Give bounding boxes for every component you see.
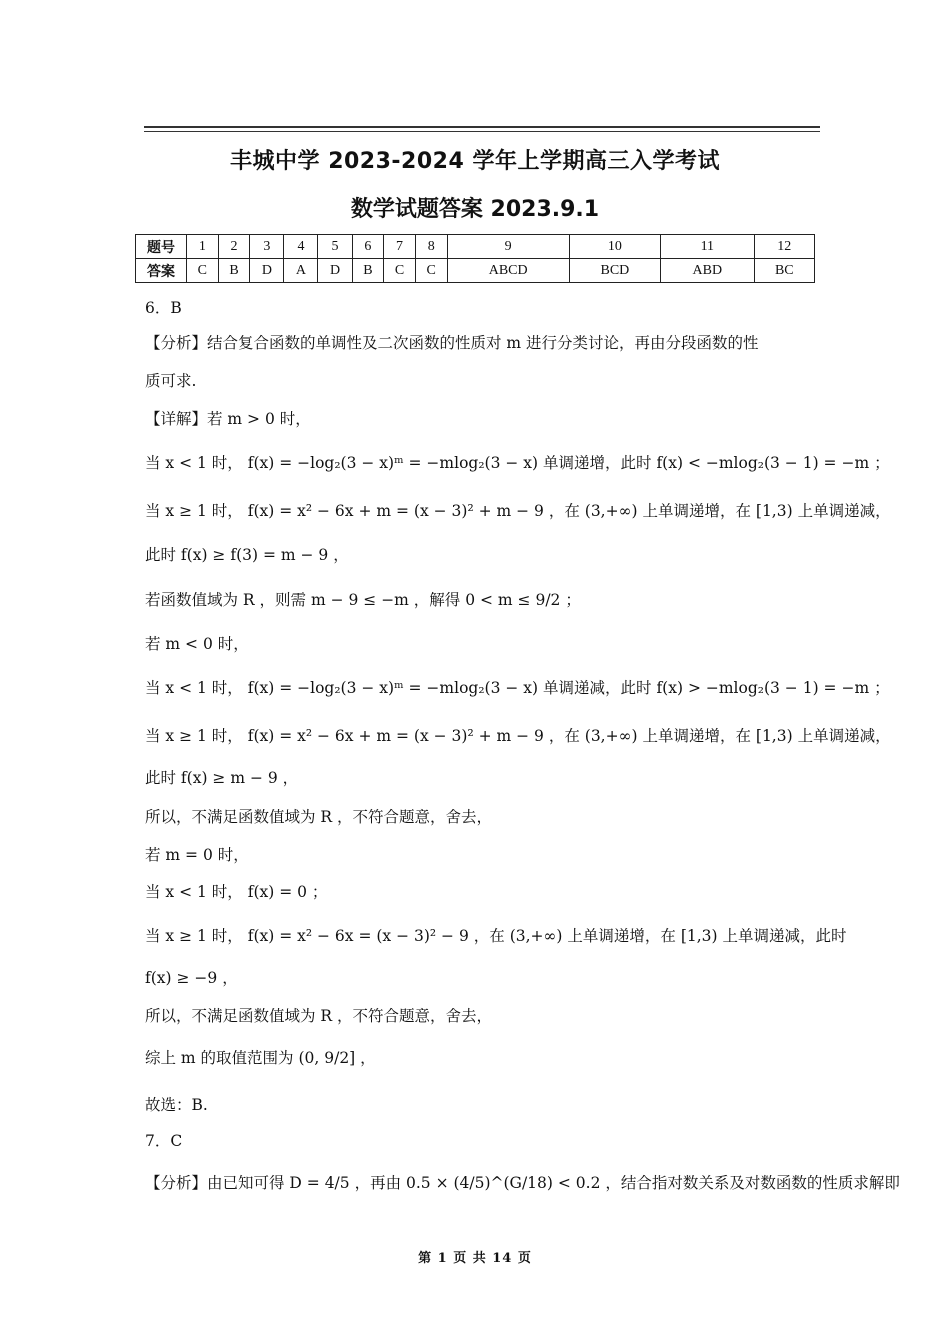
question-number: 4	[284, 235, 318, 259]
solution-line: 当 x < 1 时， f(x) = −log₂(3 − x)ᵐ = −mlog₂(3 − x) 单调递增，此时 f(x) < −mlog₂(3 − 1) = −m ；	[145, 454, 890, 472]
answer-cell: C	[415, 259, 447, 283]
solution-line: 所以，不满足函数值域为 R ，不符合题意，舍去，	[145, 1007, 493, 1025]
answer-cell: C	[384, 259, 416, 283]
question-number: 3	[250, 235, 284, 259]
answer-cell: ABD	[661, 259, 755, 283]
solution-line: 若 m = 0 时，	[145, 846, 249, 864]
solution-line: f(x) ≥ −9 ，	[145, 969, 238, 987]
detail-line: 【详解】若 m > 0 时，	[145, 410, 311, 428]
solution-line: 此时 f(x) ≥ f(3) = m − 9 ，	[145, 546, 349, 564]
question-number: 9	[447, 235, 569, 259]
solution-line: 当 x ≥ 1 时， f(x) = x² − 6x + m = (x − 3)² + m − 9 ，在 (3,+∞) 上单调递增，在 [1,3) 上单调递减，	[145, 502, 891, 520]
analysis-line: 【分析】由已知可得 D = 4/5 ，再由 0.5 × (4/5)^(G/18) < 0.2 ，结合指对数关系及对数函数的性质求解即	[145, 1174, 900, 1192]
answer-cell: ABCD	[447, 259, 569, 283]
question-number: 6	[352, 235, 384, 259]
solution-line: 当 x ≥ 1 时， f(x) = x² − 6x + m = (x − 3)² + m − 9 ，在 (3,+∞) 上单调递增，在 [1,3) 上单调递减，	[145, 727, 891, 745]
page-footer: 第 1 页 共 14 页	[418, 1251, 532, 1266]
answer-table	[135, 234, 815, 283]
answer-cell: A	[284, 259, 318, 283]
solution-line: 当 x ≥ 1 时， f(x) = x² − 6x = (x − 3)² − 9 ，在 (3,+∞) 上单调递增，在 [1,3) 上单调递减，此时	[145, 927, 847, 945]
question-number: 5	[318, 235, 352, 259]
question-number: 11	[661, 235, 755, 259]
question-number-row	[136, 235, 815, 259]
solution-line: 当 x < 1 时， f(x) = −log₂(3 − x)ᵐ = −mlog₂(3 − x) 单调递减，此时 f(x) > −mlog₂(3 − 1) = −m ；	[145, 679, 890, 697]
solution-line: 此时 f(x) ≥ m − 9 ，	[145, 769, 299, 787]
header-rule-thin	[144, 131, 820, 132]
question-6-heading: 6．B	[145, 299, 182, 317]
solution-line: 若 m < 0 时，	[145, 635, 249, 653]
answer-row	[136, 259, 815, 283]
header-rule-thick	[144, 126, 820, 128]
answer-cell: BCD	[569, 259, 660, 283]
question-number: 2	[218, 235, 250, 259]
exam-subtitle: 数学试题答案 2023.9.1	[350, 197, 600, 222]
answer-cell: D	[250, 259, 284, 283]
analysis-line: 【分析】结合复合函数的单调性及二次函数的性质对 m 进行分类讨论，再由分段函数的性	[145, 334, 759, 352]
exam-title: 丰城中学 2023-2024 学年上学期高三入学考试	[230, 149, 720, 174]
solution-line: 所以，不满足函数值域为 R ，不符合题意，舍去，	[145, 808, 493, 826]
solution-line: 综上 m 的取值范围为 (0, 9/2] ，	[145, 1049, 376, 1067]
solution-line: 故选：B.	[145, 1096, 208, 1114]
question-number: 8	[415, 235, 447, 259]
answer-cell: BC	[754, 259, 814, 283]
answer-cell: D	[318, 259, 352, 283]
question-7-heading: 7．C	[145, 1132, 183, 1150]
question-number: 1	[187, 235, 219, 259]
question-number: 12	[754, 235, 814, 259]
solution-line: 当 x < 1 时， f(x) = 0 ；	[145, 883, 328, 901]
question-number: 7	[384, 235, 416, 259]
row-label-answer: 答案	[136, 259, 187, 283]
question-number: 10	[569, 235, 660, 259]
answer-cell: C	[187, 259, 219, 283]
answer-cell: B	[218, 259, 250, 283]
analysis-line: 质可求.	[145, 372, 197, 390]
solution-line: 若函数值域为 R ，则需 m − 9 ≤ −m ，解得 0 < m ≤ 9/2 ；	[145, 591, 581, 609]
answer-cell: B	[352, 259, 384, 283]
row-label-number: 题号	[136, 235, 187, 259]
